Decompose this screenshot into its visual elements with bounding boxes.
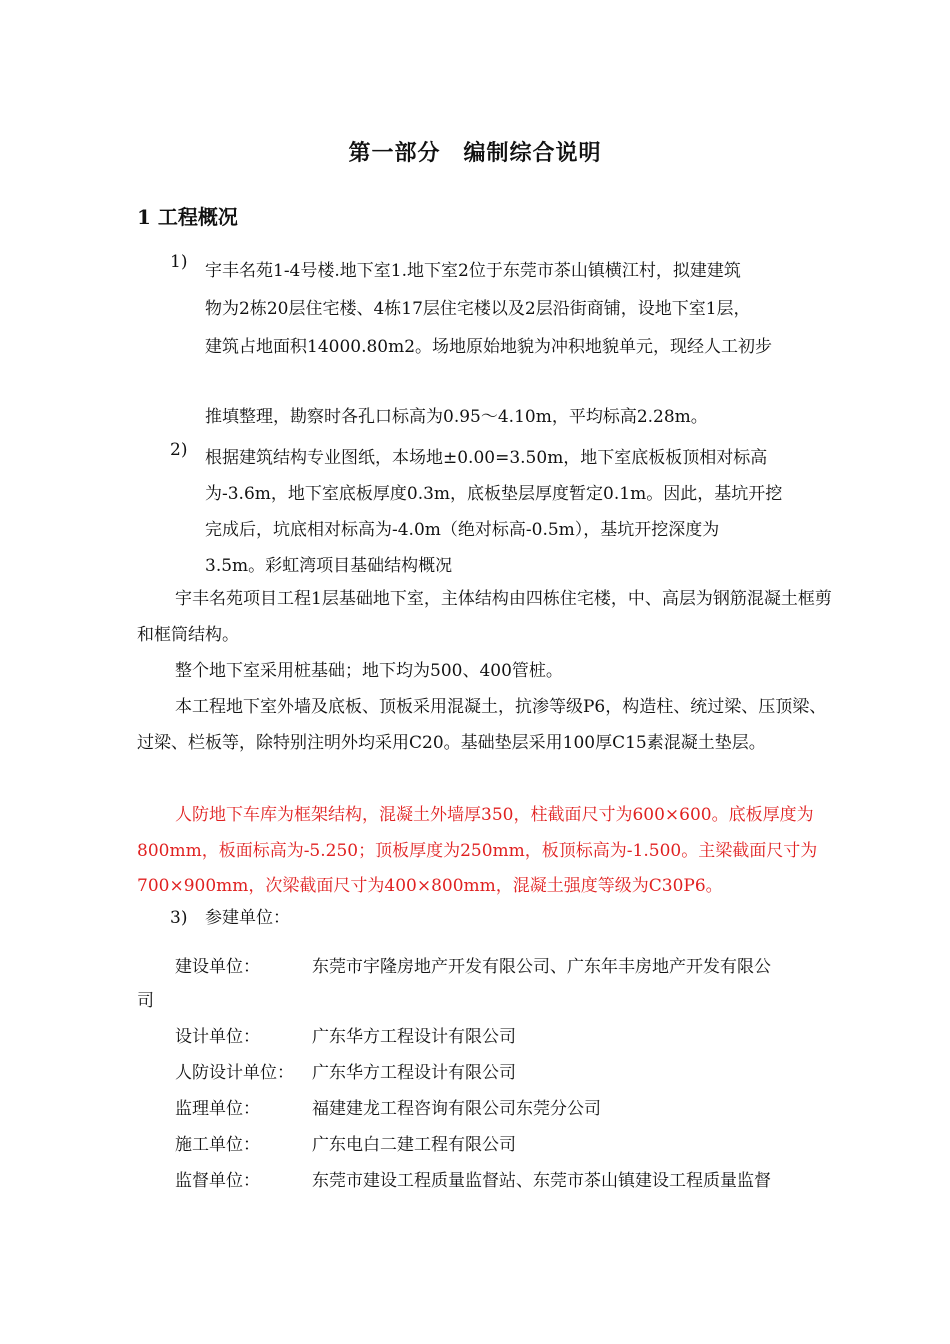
item-text	[205, 440, 840, 584]
unit-label: 建设单位：	[175, 957, 260, 977]
text-line: 完成后，坑底相对标高为-4.0m（绝对标高-0.5m），基坑开挖深度为	[205, 520, 720, 540]
unit-value: 福建建龙工程咨询有限公司东莞分公司	[312, 1099, 601, 1119]
text-line: 根据建筑结构专业图纸，本场地±0.00=3.50m，地下室底板板顶相对标高	[205, 448, 768, 468]
text-line: 3.5m。彩虹湾项目基础结构概况	[205, 556, 453, 576]
paragraph-concrete: 本工程地下室外墙及底板、顶板采用混凝土，抗渗等级P6，构造柱、统过梁、压顶梁、过梁、栏板等，除特别注明外均采用C20。基础垫层采用100厚C15素混凝土垫层。	[137, 697, 827, 753]
text-line: 推填整理，勘察时各孔口标高为0.95～4.10m，平均标高2.28m。	[205, 407, 708, 427]
unit-value: 东莞市宇隆房地产开发有限公司、广东年丰房地产开发有限公	[312, 957, 771, 977]
page-title: 第一部分 编制综合说明	[348, 140, 602, 166]
unit-value: 广东华方工程设计有限公司	[312, 1063, 516, 1083]
item-number: 3)	[170, 908, 188, 928]
unit-label: 监督单位：	[175, 1171, 260, 1191]
unit-label: 施工单位：	[175, 1135, 260, 1155]
unit-value: 广东华方工程设计有限公司	[312, 1027, 516, 1047]
text-line: 物为2栋20层住宅楼、4栋17层住宅楼以及2层沿街商铺，设地下室1层，	[205, 299, 751, 319]
paragraph-foundation: 整个地下室采用桩基础；地下均为500、400管桩。	[175, 661, 563, 681]
item-text	[205, 252, 840, 436]
unit-value-wrap: 司	[137, 991, 154, 1011]
item-number: 1)	[170, 252, 188, 272]
unit-label: 人防设计单位：	[175, 1063, 294, 1083]
paragraph-structure: 宇丰名苑项目工程1层基础地下室，主体结构由四栋住宅楼，中、高层为钢筋混凝土框剪和框筒结构。	[137, 589, 832, 645]
item-text: 参建单位：	[205, 908, 290, 928]
unit-value: 广东电白二建工程有限公司	[312, 1135, 516, 1155]
text-line: 为-3.6m，地下室底板厚度0.3m，底板垫层厚度暂定0.1m。因此，基坑开挖	[205, 484, 783, 504]
item-number: 2)	[170, 440, 188, 460]
section-heading: 1 工程概况	[137, 205, 238, 229]
text-line: 宇丰名苑1-4号楼.地下室1.地下室2位于东莞市茶山镇横江村，拟建建筑	[205, 261, 741, 281]
text-line: 建筑占地面积14000.80m2。场地原始地貌为冲积地貌单元，现经人工初步	[205, 337, 773, 357]
unit-value: 东莞市建设工程质量监督站、东莞市茶山镇建设工程质量监督	[312, 1171, 771, 1191]
paragraph-civil-defense: 人防地下车库为框架结构，混凝土外墙厚350，柱截面尺寸为600×600。底板厚度为800mm，板面标高为-5.250；顶板厚度为250mm，板顶标高为-1.500。主梁截面尺寸为700×900mm，次梁截面尺寸为400×800mm，混凝土强度等级为C30P6。	[137, 805, 818, 896]
unit-label: 设计单位：	[175, 1027, 260, 1047]
unit-label: 监理单位：	[175, 1099, 260, 1119]
